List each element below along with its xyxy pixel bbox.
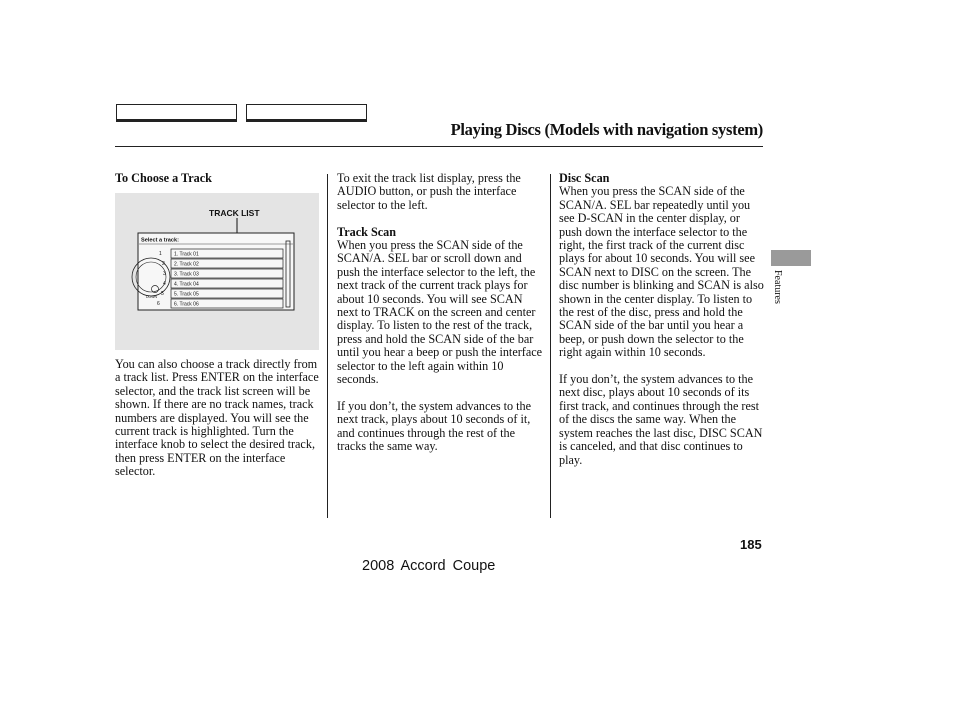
knob-number: 3	[163, 271, 166, 277]
column-divider-2	[550, 174, 551, 518]
footer-model-name: 2008 Accord Coupe	[362, 558, 496, 574]
knob-number: 2	[162, 261, 165, 267]
knob-number: 1	[159, 251, 162, 257]
section-heading-track-scan: Track Scan	[337, 224, 397, 239]
track-list-screen-illustration	[115, 193, 319, 350]
track-scan-paragraph-2: If you don’t, the system advances to the next track, plays about 10 seconds of it, and continues through the rest of the tracks the same way.	[337, 398, 532, 454]
page-number: 185	[740, 537, 762, 552]
page-title: Playing Discs (Models with navigation system)	[450, 120, 763, 139]
track-row-label: 5. Track 05	[174, 291, 199, 298]
column-2	[337, 172, 544, 454]
column-divider-1	[327, 174, 328, 518]
section-heading-choose-track: To Choose a Track	[115, 171, 212, 185]
track-row-label: 2. Track 02	[174, 261, 199, 268]
figure-label: TRACK LIST	[209, 208, 260, 218]
screen-title: Select a track:	[141, 237, 179, 244]
knob-number: 5	[161, 291, 164, 297]
knob-number: 6	[157, 301, 160, 307]
disc-scan-paragraph-1: When you press the SCAN side of the SCAN/A. SEL bar repeatedly until you see D-SCAN in the center display, or push down the interface selector to the right, the first track of the current disc plays for about 10 seconds. You will see SCAN next to DISC on the screen. The disc number is blinking and SCAN is also shown in the center display. To listen to the rest of the disc, press and hold the SCAN side of the bar until you hear a beep, or push down the selector to the right again within 10 seconds.	[559, 184, 764, 360]
section-thumb-tab	[771, 250, 811, 266]
title-rule	[115, 146, 763, 147]
section-heading-disc-scan: Disc Scan	[559, 171, 610, 185]
choose-track-body: You can also choose a track directly from a track list. Press ENTER on the interface selector, and the track list screen will be shown. If there are no track names, track numbers are displayed. You will see the current track is highlighted. Turn the interface knob to select the desired track, then press ENTER on the interface selector.	[115, 357, 319, 479]
track-row-label: 4. Track 04	[174, 281, 199, 288]
column-3	[559, 172, 765, 467]
disc-scan-paragraph-2: If you don’t, the system advances to the next disc, plays about 10 seconds of its first track, and continues through the rest of the discs the same way. When the system reaches the last disc, DISC SCAN is canceled, and that disc continues to play.	[559, 372, 763, 467]
header-tab-box-right	[246, 104, 367, 122]
column-1	[115, 172, 320, 185]
header-tab-box-left	[116, 104, 237, 122]
knob-number: 4	[163, 281, 166, 287]
track-list-figure	[115, 193, 319, 350]
track-row-label: 6. Track 06	[174, 301, 199, 308]
track-row-label: 1. Track 01	[174, 251, 199, 258]
track-row-label: 3. Track 03	[174, 271, 199, 278]
knob-caption: DOWN	[146, 295, 158, 299]
exit-track-list-paragraph: To exit the track list display, press the AUDIO button, or push the interface selector to the left.	[337, 171, 521, 212]
section-side-label: Features	[772, 270, 783, 304]
track-scan-paragraph-1: When you press the SCAN side of the SCAN/A. SEL bar or scroll down and push the interface selector to the left, the next track of the current track plays for about 10 seconds. You will see SCAN next to TRACK on the screen and center display. To listen to the rest of the track, press and hold the SCAN side of the bar until you hear a beep or push the interface selector to the left again within 10 seconds.	[337, 238, 543, 387]
